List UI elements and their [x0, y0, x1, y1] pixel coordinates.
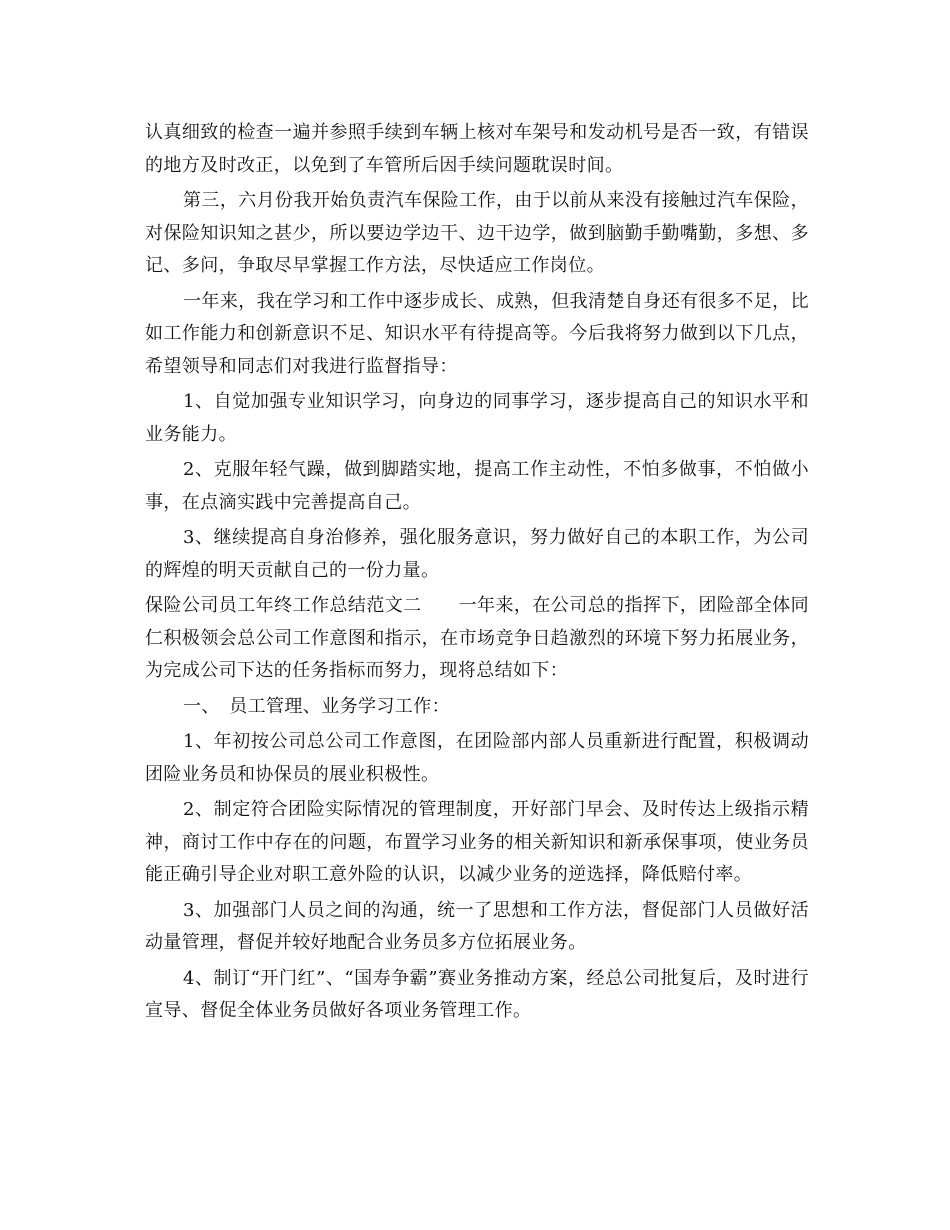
paragraph-5: 2、克服年轻气躁，做到脚踏实地，提高工作主动性，不怕多做事，不怕做小事，在点滴实践中完善提高自己。 [145, 459, 809, 513]
paragraph-6: 3、继续提高自身治修养，强化服务意识，努力做好自己的本职工作，为公司的辉煌的明天贡献自己的一份力量。 [145, 527, 809, 581]
paragraph-3: 一年来，我在学习和工作中逐步成长、成熟，但我清楚自身还有很多不足，比如工作能力和创新意识不足、知识水平有待提高等。今后我将努力做到以下几点，希望领导和同志们对我进行监督指导： [145, 290, 809, 377]
paragraph-7: 保险公司员工年终工作总结范文二 一年来，在公司总的指挥下，团险部全体同仁积极领会总公司工作意图和指示，在市场竞争日趋激烈的环境下努力拓展业务，为完成公司下达的任务指标而努力，现将总结如下： [145, 595, 809, 681]
section-heading: 一、 员工管理、业务学习工作： [183, 695, 450, 717]
paragraph-12: 4、制订“开门红”、“国寿争霸”赛业务推动方案，经总公司批复后，及时进行宣导、督促全体业务员做好各项业务管理工作。 [145, 967, 809, 1021]
paragraph-4: 1、自觉加强专业知识学习，向身边的同事学习，逐步提高自己的知识水平和业务能力。 [145, 391, 809, 445]
paragraph-10: 2、制定符合团险实际情况的管理制度，开好部门早会、及时传达上级指示精神，商讨工作中存在的问题，布置学习业务的相关新知识和新承保事项，使业务员能正确引导企业对职工意外险的认识，以减少业务的逆选择，降低赔付率。 [145, 799, 809, 885]
document-body [145, 117, 809, 1031]
paragraph-2: 第三，六月份我开始负责汽车保险工作，由于以前从来没有接触过汽车保险，对保险知识知之甚少，所以要边学边干、边干边学，做到脑勤手勤嘴勤，多想、多记、多问，争取尽早掌握工作方法，尽快适应工作岗位。 [145, 190, 809, 276]
paragraph-9: 1、年初按公司总公司工作意图，在团险部内部人员重新进行配置，积极调动团险业务员和协保员的展业积极性。 [145, 731, 809, 785]
paragraph-11: 3、加强部门人员之间的沟通，统一了思想和工作方法，督促部门人员做好活动量管理，督促并较好地配合业务员多方位拓展业务。 [145, 899, 809, 953]
paragraph-1: 认真细致的检查一遍并参照手续到车辆上核对车架号和发动机号是否一致，有错误的地方及时改正，以免到了车管所后因手续问题耽误时间。 [145, 122, 809, 176]
